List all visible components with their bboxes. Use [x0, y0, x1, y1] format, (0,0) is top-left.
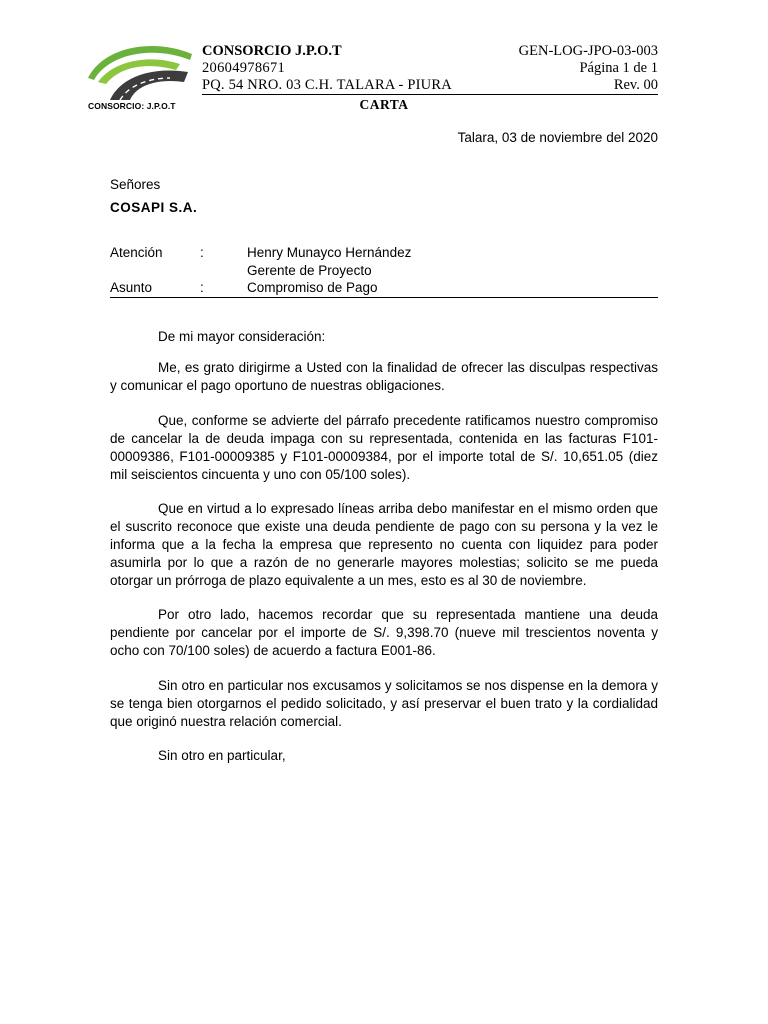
attention-colon: :: [200, 245, 204, 260]
subject-label: Asunto: [110, 280, 153, 295]
company-logo: [84, 38, 196, 100]
document-type-title: CARTA: [359, 97, 409, 112]
body-paragraph-3: Que en virtud a lo expresado líneas arriba debo manifestar en el mismo orden que el suscrito reconoce que existe una deuda pendiente de pago con su persona y la vez le informa que a la fecha la empresa que represento no cuenta con liquidez para poder asumirla por lo que a razón de no generarle mayores molestias; solicito se me pueda otorgar un prórroga de plazo equivalente a un mes, esto es al 30 de noviembre.: [110, 501, 658, 588]
attention-label: Atención: [110, 245, 163, 260]
body-paragraph-4: Por otro lado, hacemos recordar que su representada mantiene una deuda pendiente por cancelar por el importe de S/. 9,398.70 (nueve mil trescientos noventa y ocho con 70/100 soles) de acuerdo a factura E001-86.: [110, 607, 658, 658]
attention-name: Henry Munayco Hernández: [247, 245, 412, 260]
company-ruc: 20604978671: [202, 60, 286, 76]
body-paragraph-5: Sin otro en particular nos excusamos y solicitamos se nos dispense en la demora y se tenga bien otorgarnos el pedido solicitado, y así preservar el buen trato y la cordialidad que originó nuestra relación comercial.: [110, 678, 658, 729]
salutation: Señores: [110, 177, 161, 192]
subject-divider: [110, 297, 658, 298]
letter-greeting: De mi mayor consideración:: [158, 329, 326, 344]
body-paragraph-2: Que, conforme se advierte del párrafo precedente ratificamos nuestro compromiso de cancelar la de deuda impaga con su representada, contenida en las facturas F101-00009386, F101-00009385 y F101-00009384, por el importe total de S/. 10,651.05 (diez mil seiscientos cincuenta y uno con 05/100 soles).: [110, 413, 658, 482]
letter-closing: Sin otro en particular,: [158, 748, 286, 763]
recipient-company: COSAPI S.A.: [110, 200, 198, 215]
company-address: PQ. 54 NRO. 03 C.H. TALARA - PIURA: [202, 77, 452, 93]
page-number: Página 1 de 1: [579, 60, 658, 76]
document-code: GEN-LOG-JPO-03-003: [518, 43, 658, 59]
letter-date: Talara, 03 de noviembre del 2020: [457, 130, 658, 145]
body-paragraph-1: Me, es grato dirigirme a Usted con la finalidad de ofrecer las disculpas respectivas y comunicar el pago oportuno de nuestras obligaciones.: [110, 360, 658, 393]
company-name: CONSORCIO J.P.O.T: [202, 43, 342, 59]
logo-caption: CONSORCIO: J.P.O.T: [88, 101, 176, 111]
subject-colon: :: [200, 280, 204, 295]
subject-value: Compromiso de Pago: [247, 280, 378, 295]
header-divider: [202, 94, 658, 95]
revision-number: Rev. 00: [613, 77, 658, 93]
attention-role: Gerente de Proyecto: [247, 263, 372, 278]
